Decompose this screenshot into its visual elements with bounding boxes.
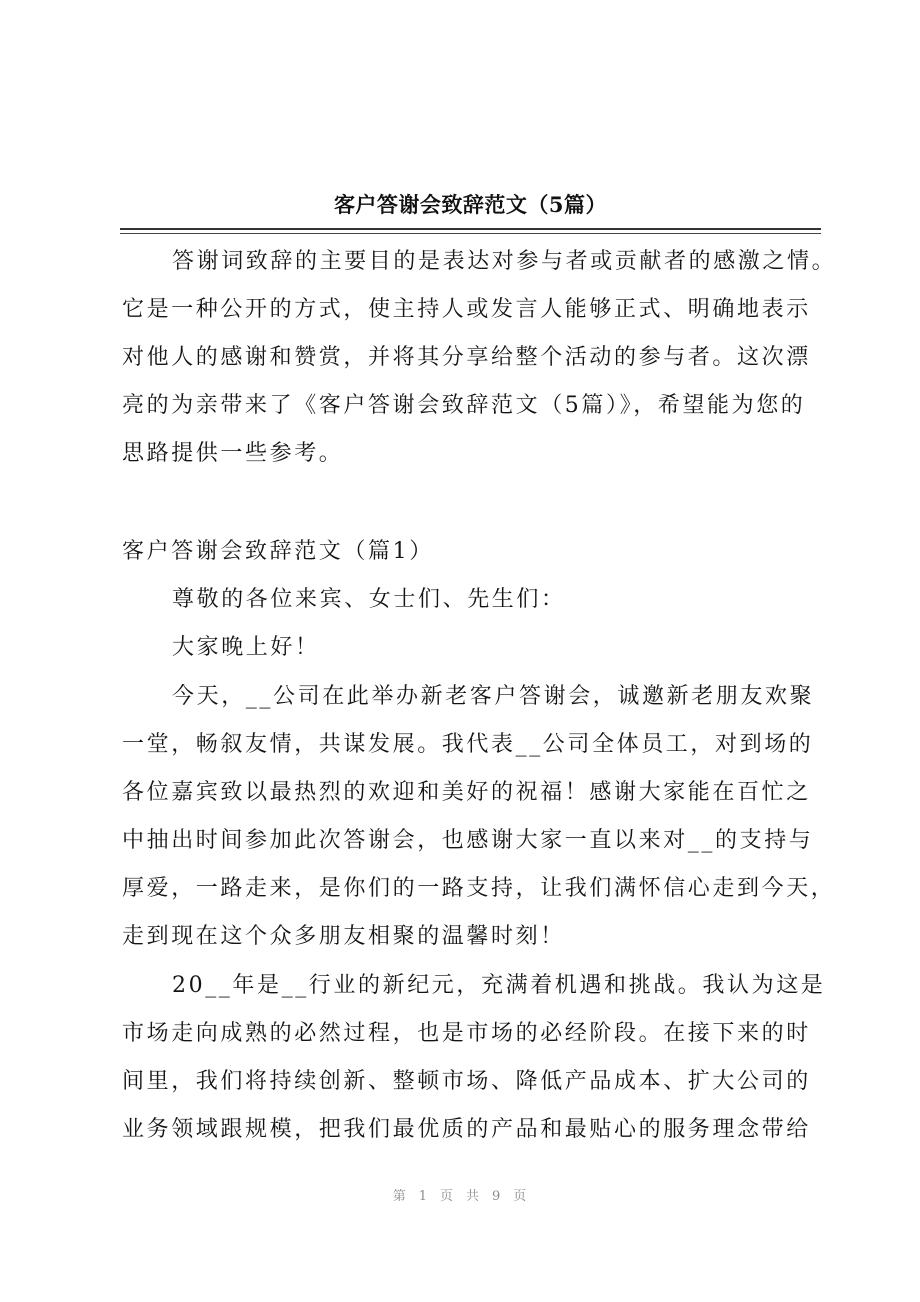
salutation-line: 尊敬的各位来宾、女士们、先生们： [172, 587, 566, 612]
document-title: 客户答谢会致辞范文（5篇） [333, 192, 608, 217]
body-line: 市场走向成熟的必然过程，也是市场的必经阶段。在接下来的时 [122, 1021, 811, 1046]
body-line: 今天，__公司在此举办新老客户答谢会，诚邀新老朋友欢聚 [172, 684, 815, 709]
body-line: 厚爱，一路走来，是你们的一路支持，让我们满怀信心走到今天， [122, 876, 836, 901]
title-double-rule [120, 228, 821, 234]
intro-line: 答谢词致辞的主要目的是表达对参与者或贡献者的感激之情。 [172, 249, 837, 274]
body-line: 20__年是__行业的新纪元，充满着机遇和挑战。我认为这是 [172, 973, 826, 998]
intro-line: 对他人的感谢和赞赏，并将其分享给整个活动的参与者。这次漂 [122, 345, 811, 370]
intro-line: 它是一种公开的方式，使主持人或发言人能够正式、明确地表示 [122, 297, 811, 322]
body-line: 业务领域跟规模，把我们最优质的产品和最贴心的服务理念带给 [122, 1117, 811, 1142]
greeting-line: 大家晚上好！ [172, 635, 320, 660]
footer-suffix: 页 [513, 1189, 528, 1204]
section-heading: 客户答谢会致辞范文（篇1） [122, 539, 434, 564]
page-footer [0, 1186, 920, 1208]
intro-line: 思路提供一些参考。 [122, 441, 344, 466]
intro-line: 亮的为亲带来了《客户答谢会致辞范文（5篇）》，希望能为您的 [122, 393, 806, 418]
body-line: 中抽出时间参加此次答谢会，也感谢大家一直以来对__的支持与 [122, 828, 814, 853]
footer-total-label: 共 [466, 1189, 481, 1204]
body-line: 各位嘉宾致以最热烈的欢迎和美好的祝福！感谢大家能在百忙之 [122, 780, 811, 805]
footer-page-unit: 页 [439, 1189, 454, 1204]
body-line: 走到现在这个众多朋友相聚的温馨时刻！ [122, 924, 565, 949]
body-line: 一堂，畅叙友情，共谋发展。我代表__公司全体员工，对到场的 [122, 732, 814, 757]
footer-prefix: 第 [392, 1189, 407, 1204]
body-line: 间里，我们将持续创新、整顿市场、降低产品成本、扩大公司的 [122, 1069, 811, 1094]
current-page-number: 1 [418, 1189, 428, 1204]
total-pages-number: 9 [492, 1189, 502, 1204]
